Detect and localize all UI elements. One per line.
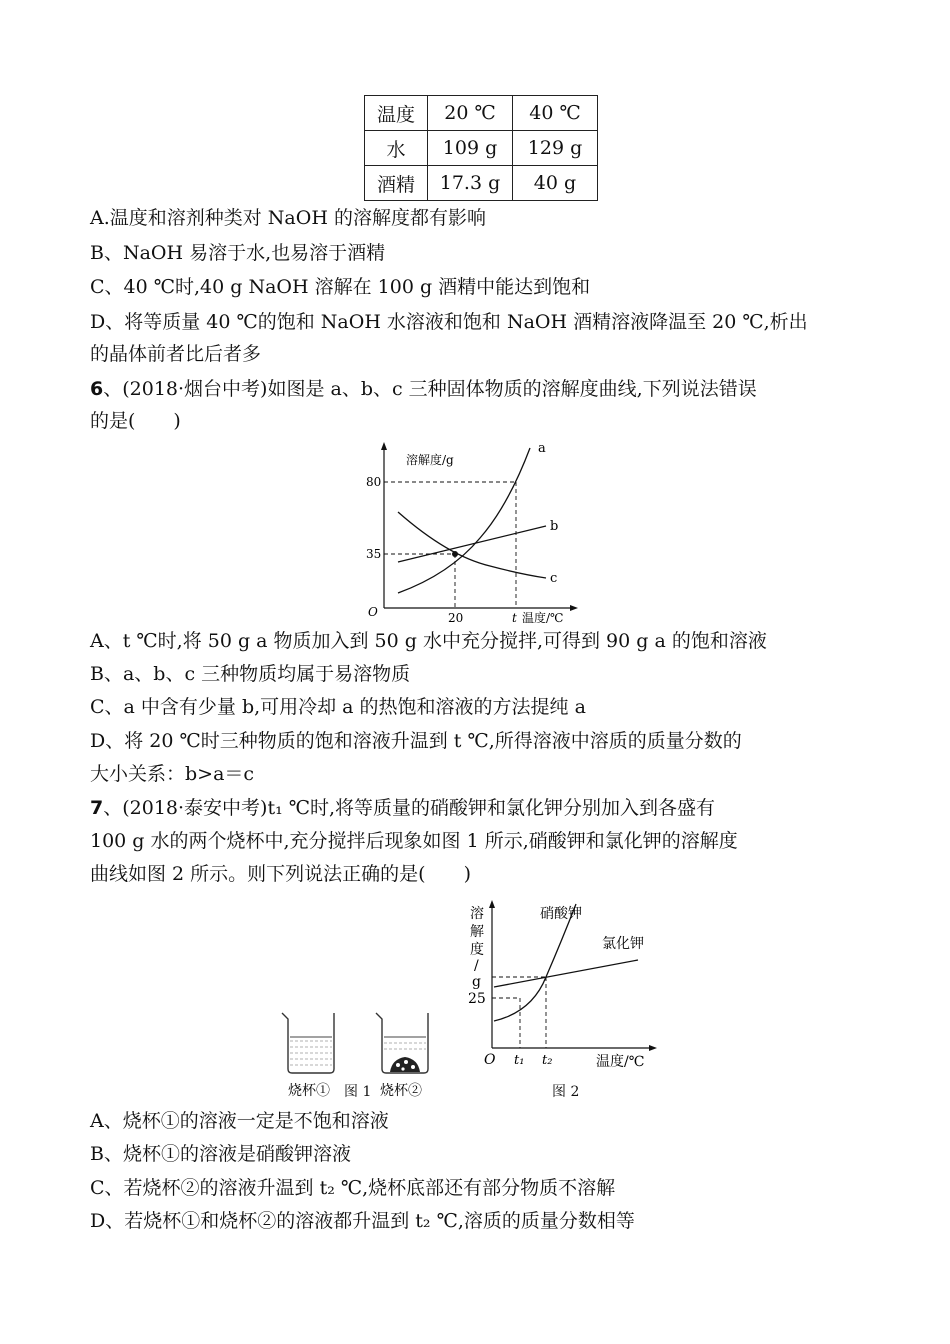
curve-label-b: b — [550, 519, 559, 534]
curve-kcl — [494, 960, 638, 987]
fig2-ylabel-3: 度 — [470, 942, 484, 958]
fig2-xlabel: 温度/℃ — [596, 1054, 645, 1070]
table-cell: 109 g — [428, 131, 513, 166]
chart1-x-arrow — [570, 605, 578, 611]
solubility-chart-1 — [360, 438, 600, 623]
q7-option-a: A、烧杯①的溶液一定是不饱和溶液 — [90, 1110, 389, 1132]
fig2-x-arrow — [649, 1045, 657, 1051]
table-cell: 水 — [365, 131, 428, 166]
solubility-table — [364, 95, 598, 201]
table-cell: 129 g — [513, 131, 598, 166]
q6-option-a: A、t ℃时,将 50 g a 物质加入到 50 g 水中充分搅拌,可得到 90 g a 的饱和溶液 — [90, 630, 767, 652]
q7-stem — [90, 795, 715, 821]
q7-stem-cont1: 100 g 水的两个烧杯中,充分搅拌后现象如图 1 所示,硝酸钾和氯化钾的溶解度 — [90, 830, 738, 852]
chart1-tick-80: 80 — [366, 475, 382, 489]
table-header-cell: 温度 — [365, 96, 428, 131]
figure-2-chart — [462, 900, 662, 1070]
fig2-label-kno3: 硝酸钾 — [540, 906, 582, 922]
fig2-tick-25: 25 — [468, 991, 486, 1007]
table-row — [365, 131, 598, 166]
q6-number: 6 — [90, 378, 104, 400]
table-row — [365, 166, 598, 201]
beaker-1-label: 烧杯① — [288, 1083, 330, 1099]
q6-stem-text: 、(2018·烟台中考)如图是 a、b、c 三种固体物质的溶解度曲线,下列说法错误 — [103, 378, 757, 400]
fig2-ylabel-2: 解 — [470, 924, 484, 940]
q6-option-d-cont: 大小关系：b>a＝c — [90, 763, 255, 785]
fig2-ylabel-1: 溶 — [470, 906, 484, 922]
beaker-2 — [376, 1013, 428, 1073]
table-header-row — [365, 96, 598, 131]
table-cell: 40 g — [513, 166, 598, 201]
table-header-cell: 40 ℃ — [513, 96, 598, 131]
figure-2-caption: 图 2 — [552, 1084, 580, 1100]
q6-option-c: C、a 中含有少量 b,可用冷却 a 的热饱和溶液的方法提纯 a — [90, 696, 586, 718]
q6-stem-cont: 的是( ) — [90, 410, 181, 432]
q7-stem-cont2: 曲线如图 2 所示。则下列说法正确的是( ) — [90, 863, 471, 885]
fig2-y-arrow — [489, 900, 495, 908]
q6-stem — [90, 376, 757, 402]
chart1-y-arrow — [381, 442, 387, 450]
fig2-ylabel-4: / — [474, 958, 479, 974]
chart1-tick-t: t — [512, 611, 517, 623]
undissolved-solid — [390, 1057, 420, 1072]
q7-option-b: B、烧杯①的溶液是硝酸钾溶液 — [90, 1143, 351, 1165]
q5-option-c: C、40 ℃时,40 g NaOH 溶解在 100 g 酒精中能达到饱和 — [90, 276, 591, 298]
fig2-tick-t1: t₁ — [514, 1053, 525, 1068]
fig2-origin: O — [484, 1052, 496, 1068]
q7-option-d: D、若烧杯①和烧杯②的溶液都升温到 t₂ ℃,溶质的质量分数相等 — [90, 1210, 635, 1232]
table-cell: 17.3 g — [428, 166, 513, 201]
q7-stem-text: 、(2018·泰安中考)t₁ ℃时,将等质量的硝酸钾和氯化钾分别加入到各盛有 — [103, 797, 716, 819]
q6-option-b: B、a、b、c 三种物质均属于易溶物质 — [90, 663, 411, 685]
intersection-point — [452, 551, 458, 557]
q6-option-d: D、将 20 ℃时三种物质的饱和溶液升温到 t ℃,所得溶液中溶质的质量分数的 — [90, 730, 742, 752]
curve-b — [398, 526, 546, 562]
chart1-xlabel: 温度/℃ — [522, 611, 564, 623]
chart1-tick-35: 35 — [366, 547, 382, 561]
curve-c — [398, 512, 546, 578]
beaker-1 — [282, 1013, 334, 1073]
table-header-cell: 20 ℃ — [428, 96, 513, 131]
figure-1-caption: 图 1 — [344, 1084, 372, 1100]
chart1-origin: O — [368, 605, 378, 619]
table-cell: 酒精 — [365, 166, 428, 201]
q5-option-a: A.温度和溶剂种类对 NaOH 的溶解度都有影响 — [90, 207, 486, 229]
q5-option-d: D、将等质量 40 ℃的饱和 NaOH 水溶液和饱和 NaOH 酒精溶液降温至 20 ℃,析出 — [90, 311, 808, 333]
q5-option-d-cont: 的晶体前者比后者多 — [90, 343, 262, 365]
fig2-tick-t2: t₂ — [542, 1053, 553, 1068]
curve-label-c: c — [550, 571, 558, 586]
q7-number: 7 — [90, 797, 104, 819]
fig2-label-kcl: 氯化钾 — [602, 936, 644, 952]
chart1-ylabel: 溶解度/g — [406, 453, 454, 467]
curve-label-a: a — [538, 441, 546, 456]
chart1-tick-20: 20 — [448, 611, 464, 623]
beaker-2-label: 烧杯② — [380, 1083, 422, 1099]
q7-option-c: C、若烧杯②的溶液升温到 t₂ ℃,烧杯底部还有部分物质不溶解 — [90, 1177, 616, 1199]
fig2-ylabel-5: g — [472, 974, 481, 990]
q5-option-b: B、NaOH 易溶于水,也易溶于酒精 — [90, 242, 386, 264]
